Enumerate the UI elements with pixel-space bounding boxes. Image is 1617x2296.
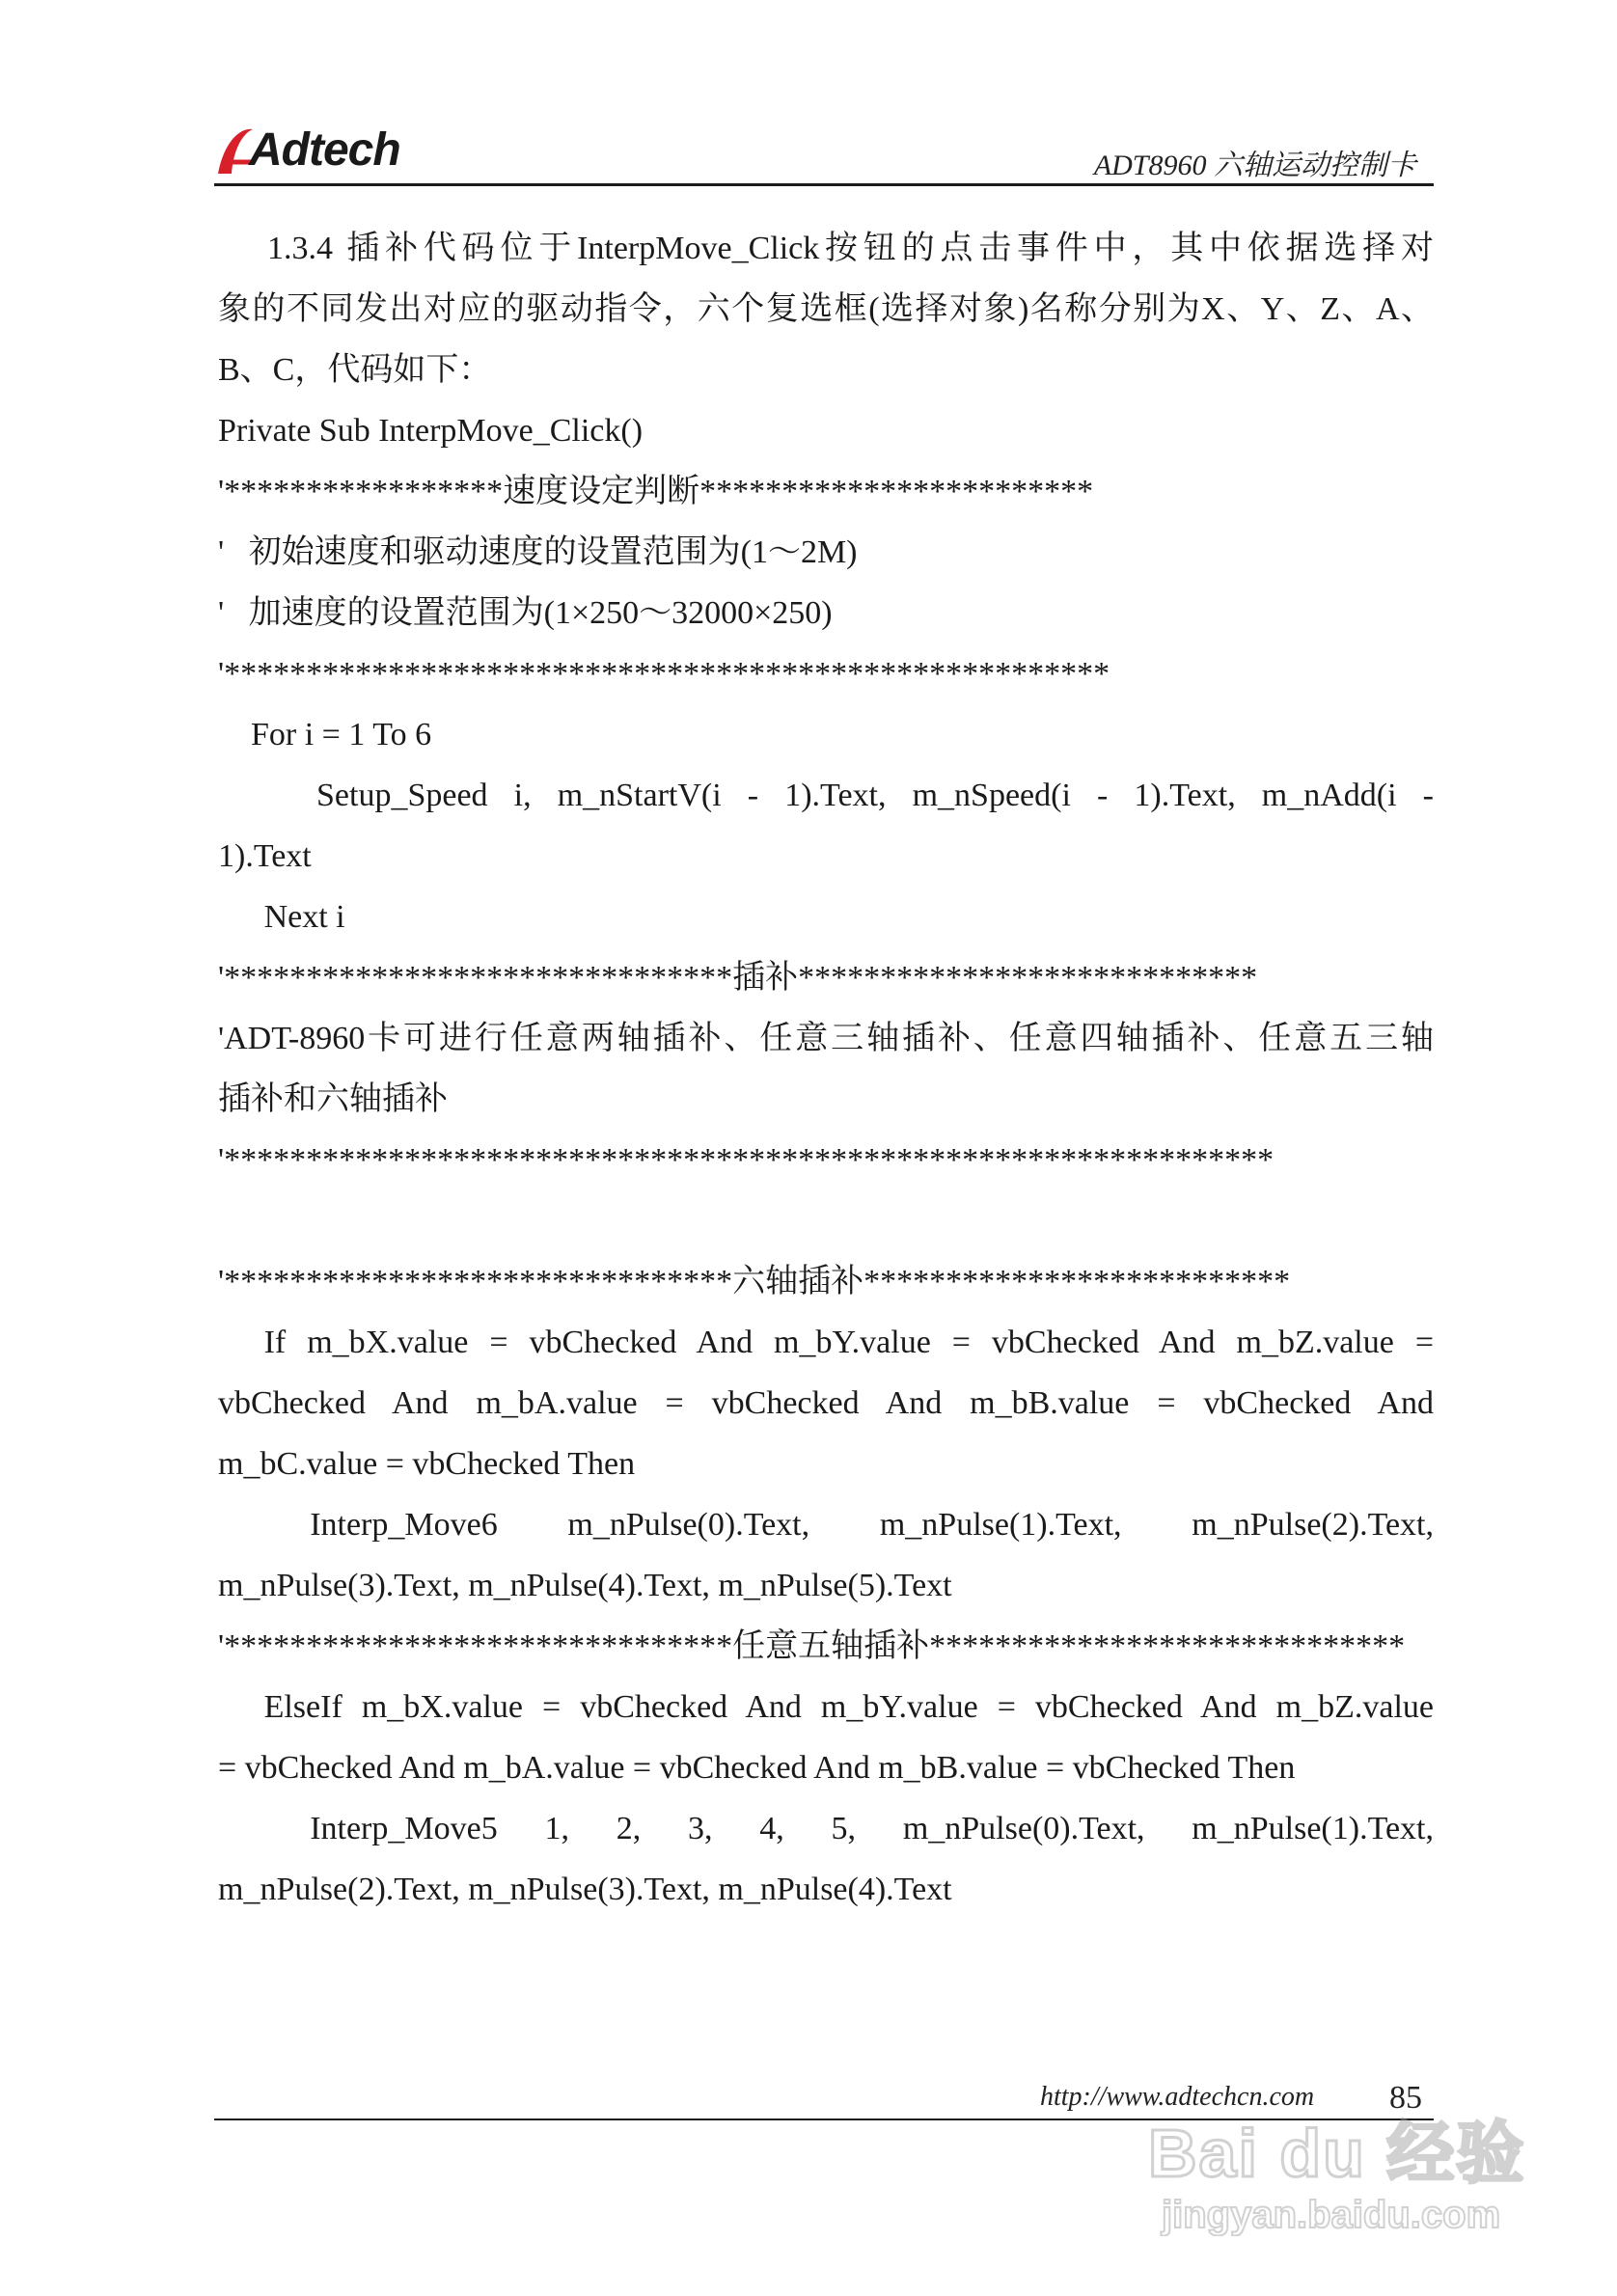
text-line: '*****************速度设定判断************************ bbox=[218, 474, 1094, 509]
text-line: ' 加速度的设置范围为(1×250～32000×250) bbox=[218, 595, 833, 631]
document-body bbox=[218, 218, 1434, 1920]
text-line: '**************************************************************** bbox=[218, 1142, 1274, 1178]
text-line: m_nPulse(3).Text, m_nPulse(4).Text, m_nPulse(5).Text bbox=[218, 1568, 952, 1603]
page-number: 85 bbox=[1389, 2080, 1422, 2116]
text-line: Interp_Move5 1, 2, 3, 4, 5, m_nPulse(0).Text, m_nPulse(1).Text, bbox=[310, 1811, 1434, 1846]
text-line: vbChecked And m_bA.value = vbChecked And m_bB.value = vbChecked And bbox=[218, 1385, 1434, 1421]
adtech-logo bbox=[214, 123, 400, 179]
text-line: If m_bX.value = vbChecked And m_bY.value = vbChecked And m_bZ.value = bbox=[263, 1325, 1434, 1360]
text-line: Private Sub InterpMove_Click() bbox=[218, 413, 644, 449]
text-line: '*******************************任意五轴插补***************************** bbox=[218, 1628, 1406, 1664]
text-line: ElseIf m_bX.value = vbChecked And m_bY.value = vbChecked And m_bZ.value bbox=[263, 1689, 1434, 1725]
text-line: '****************************************************** bbox=[218, 656, 1110, 692]
text-line bbox=[218, 1190, 1434, 1251]
text-line: Interp_Move6 m_nPulse(0).Text, m_nPulse(1).Text, m_nPulse(2).Text, bbox=[310, 1507, 1434, 1543]
logo-text: Adtech bbox=[249, 124, 400, 176]
text-line: Next i bbox=[263, 899, 345, 935]
text-line: m_nPulse(2).Text, m_nPulse(3).Text, m_nPulse(4).Text bbox=[218, 1872, 952, 1907]
baidu-watermark bbox=[1148, 2099, 1553, 2254]
watermark-url: jingyan.baidu.com bbox=[1162, 2194, 1501, 2236]
text-line: 'ADT-8960卡可进行任意两轴插补、任意三轴插补、任意四轴插补、任意五三轴 bbox=[218, 1021, 1434, 1056]
text-line: = vbChecked And m_bA.value = vbChecked And m_bB.value = vbChecked Then bbox=[218, 1750, 1296, 1786]
footer-url: http://www.adtechcn.com bbox=[1040, 2082, 1315, 2112]
text-line: Setup_Speed i, m_nStartV(i - 1).Text, m_nSpeed(i - 1).Text, m_nAdd(i - bbox=[316, 778, 1434, 813]
text-line: 1).Text bbox=[218, 838, 312, 874]
text-line: 象的不同发出对应的驱动指令，六个复选框(选择对象)名称分别为X、Y、Z、A、 bbox=[218, 291, 1434, 327]
text-line: 插补和六轴插补 bbox=[218, 1081, 448, 1117]
text-line: 1.3.4 插补代码位于InterpMove_Click按钮的点击事件中，其中依据选择对 bbox=[267, 231, 1434, 266]
text-line: '*******************************六轴插补************************** bbox=[218, 1264, 1291, 1299]
text-line: '*******************************插补**************************** bbox=[218, 960, 1258, 996]
text-line: B、C，代码如下： bbox=[218, 352, 492, 388]
header-rule bbox=[214, 183, 1434, 186]
text-line: m_bC.value = vbChecked Then bbox=[218, 1446, 636, 1482]
text-line: For i = 1 To 6 bbox=[251, 717, 432, 752]
watermark-brand: Bai du 经验 bbox=[1148, 2116, 1526, 2191]
header-title: ADT8960 六轴运动控制卡 bbox=[1093, 150, 1416, 181]
text-line: ' 初始速度和驱动速度的设置范围为(1～2M) bbox=[218, 534, 858, 570]
